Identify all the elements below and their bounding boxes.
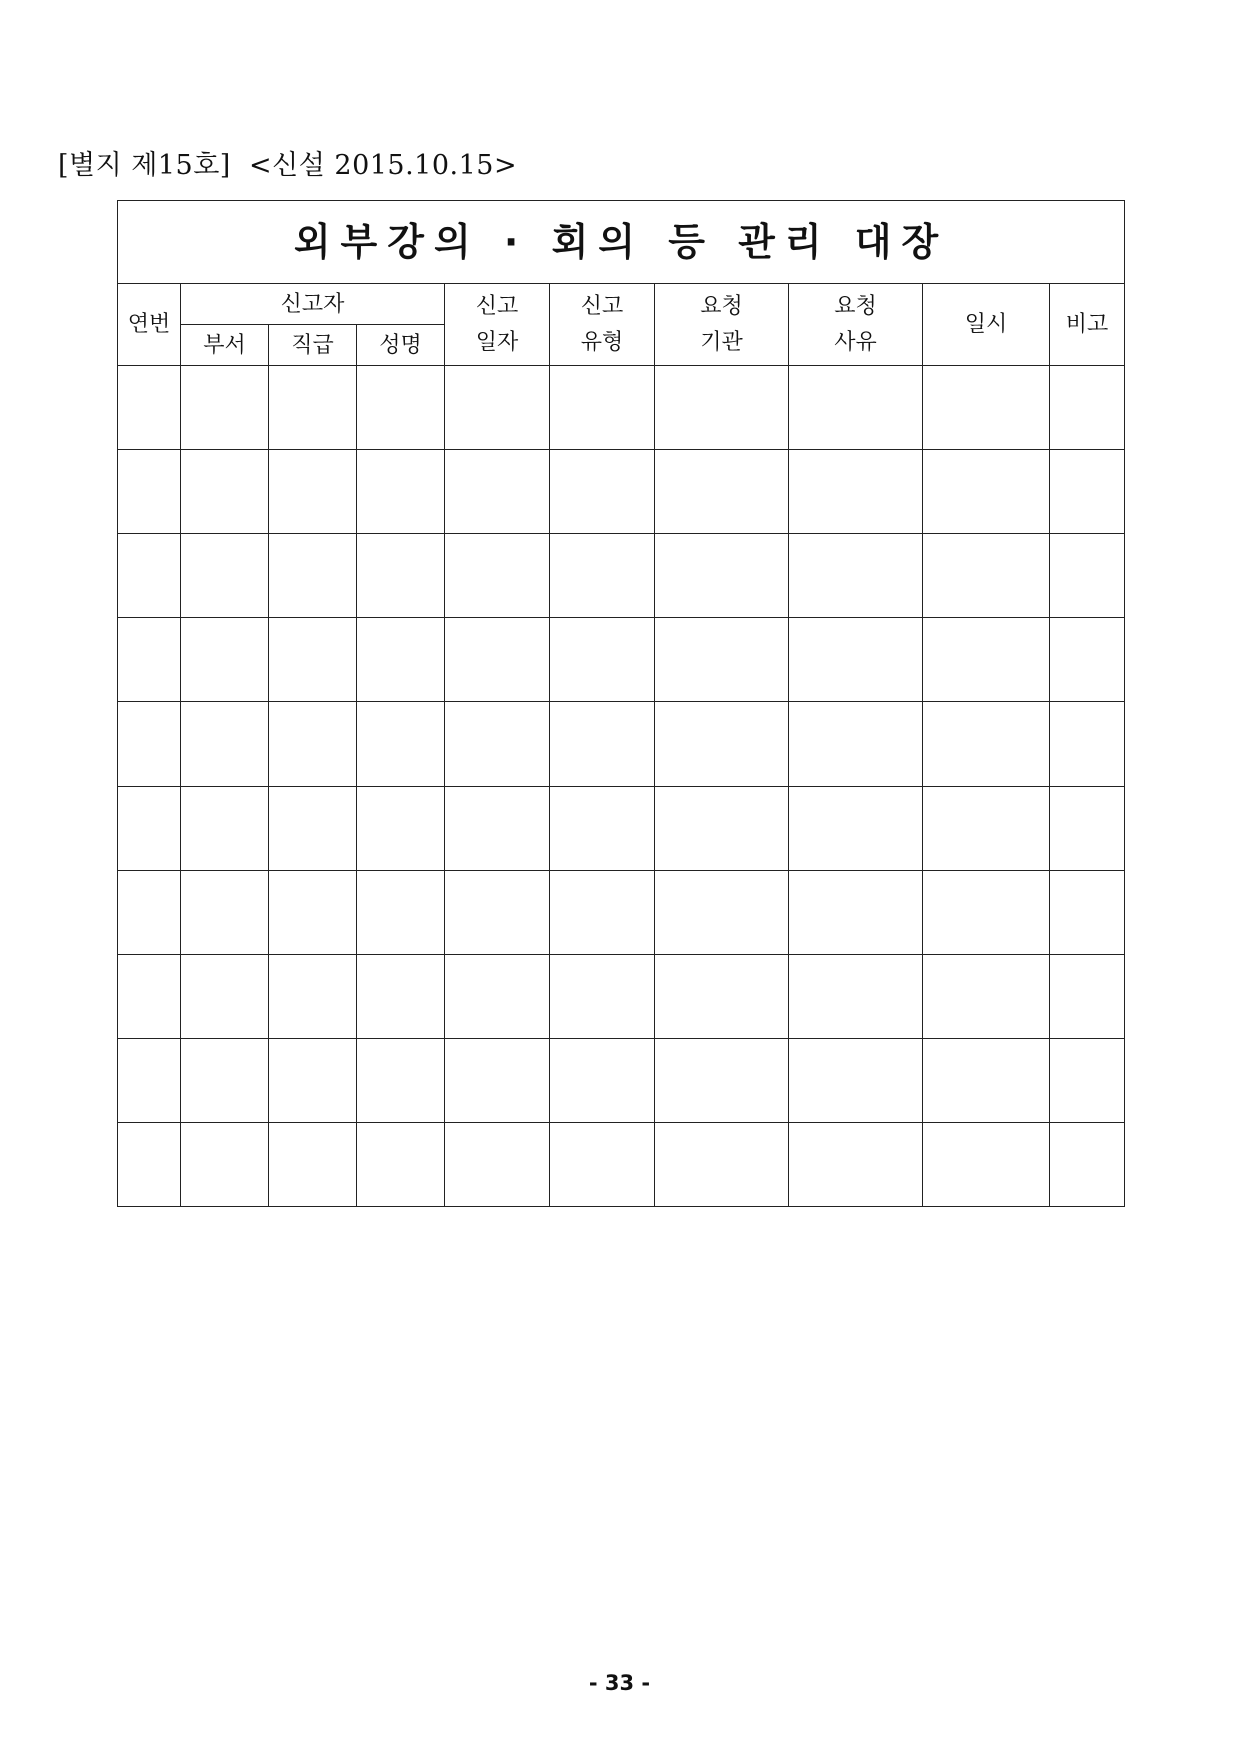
table-row (118, 954, 1125, 1038)
table-cell[interactable] (445, 954, 550, 1038)
table-cell[interactable] (789, 366, 923, 450)
table-cell[interactable] (445, 618, 550, 702)
table-cell[interactable] (789, 870, 923, 954)
table-cell[interactable] (445, 1038, 550, 1122)
table-cell[interactable] (269, 366, 357, 450)
table-cell[interactable] (1050, 954, 1125, 1038)
table-cell[interactable] (789, 954, 923, 1038)
col-report-type-line1: 신고 (580, 294, 624, 320)
table-cell[interactable] (181, 534, 269, 618)
table-cell[interactable] (789, 1122, 923, 1206)
table-cell[interactable] (655, 366, 789, 450)
table-cell[interactable] (118, 954, 181, 1038)
table-cell[interactable] (269, 450, 357, 534)
table-cell[interactable] (118, 618, 181, 702)
col-request-reason-line1: 요청 (834, 294, 877, 320)
table-cell[interactable] (118, 366, 181, 450)
table-cell[interactable] (445, 702, 550, 786)
table-cell[interactable] (655, 1038, 789, 1122)
table-cell[interactable] (1050, 618, 1125, 702)
table-cell[interactable] (550, 786, 655, 870)
table-cell[interactable] (550, 1122, 655, 1206)
table-cell[interactable] (550, 870, 655, 954)
table-cell[interactable] (1050, 1038, 1125, 1122)
table-row (118, 1038, 1125, 1122)
col-report-date-line1: 신고 (475, 294, 519, 320)
table-cell[interactable] (655, 450, 789, 534)
table-cell[interactable] (655, 870, 789, 954)
table-cell[interactable] (269, 702, 357, 786)
table-cell[interactable] (789, 786, 923, 870)
table-cell[interactable] (181, 1122, 269, 1206)
table-cell[interactable] (357, 1038, 445, 1122)
table-cell[interactable] (357, 786, 445, 870)
table-cell[interactable] (181, 702, 269, 786)
table-cell[interactable] (357, 366, 445, 450)
table-row (118, 618, 1125, 702)
table-row (118, 786, 1125, 870)
col-request-reason (789, 284, 923, 366)
register-title: 외부강의 · 회의 등 관리 대장 (118, 201, 1125, 284)
table-cell[interactable] (357, 450, 445, 534)
management-register-table (117, 200, 1125, 1207)
table-cell[interactable] (550, 366, 655, 450)
table-cell[interactable] (923, 1122, 1050, 1206)
table-cell[interactable] (269, 954, 357, 1038)
col-report-date-line2: 일자 (475, 329, 519, 355)
col-rank: 직급 (269, 325, 357, 366)
col-report-type-line2: 유형 (580, 329, 624, 355)
table-cell[interactable] (269, 870, 357, 954)
form-header (58, 143, 517, 182)
table-cell[interactable] (923, 954, 1050, 1038)
table-cell[interactable] (923, 618, 1050, 702)
table-row (118, 366, 1125, 450)
table-cell[interactable] (269, 1038, 357, 1122)
table-cell[interactable] (118, 702, 181, 786)
table-cell[interactable] (655, 534, 789, 618)
revision-note: <신설 2015.10.15> (249, 150, 518, 181)
table-cell[interactable] (923, 366, 1050, 450)
table-cell[interactable] (181, 366, 269, 450)
table-cell[interactable] (181, 954, 269, 1038)
table-cell[interactable] (118, 1038, 181, 1122)
table-cell[interactable] (923, 702, 1050, 786)
table-cell[interactable] (789, 534, 923, 618)
table-cell[interactable] (357, 1122, 445, 1206)
table-row (118, 534, 1125, 618)
table-row (118, 702, 1125, 786)
table-cell[interactable] (923, 786, 1050, 870)
table-cell[interactable] (118, 1122, 181, 1206)
table-cell[interactable] (445, 786, 550, 870)
table-cell[interactable] (445, 870, 550, 954)
col-reporter-group: 신고자 (181, 284, 445, 325)
table-cell[interactable] (923, 534, 1050, 618)
table-cell[interactable] (550, 450, 655, 534)
table-row (118, 1122, 1125, 1206)
table-cell[interactable] (445, 366, 550, 450)
table-cell[interactable] (550, 1038, 655, 1122)
page-number: - 33 - (588, 1671, 651, 1695)
table-cell[interactable] (923, 1038, 1050, 1122)
table-cell[interactable] (269, 534, 357, 618)
table-cell[interactable] (181, 870, 269, 954)
table-cell[interactable] (118, 450, 181, 534)
col-serial: 연번 (118, 284, 181, 366)
table-cell[interactable] (550, 954, 655, 1038)
col-department: 부서 (181, 325, 269, 366)
table-cell[interactable] (550, 618, 655, 702)
table-cell[interactable] (445, 534, 550, 618)
table-cell[interactable] (923, 870, 1050, 954)
register-body (118, 366, 1125, 1207)
table-cell[interactable] (118, 534, 181, 618)
table-cell[interactable] (655, 1122, 789, 1206)
table-cell[interactable] (789, 618, 923, 702)
table-cell[interactable] (118, 870, 181, 954)
table-cell[interactable] (181, 786, 269, 870)
table-cell[interactable] (1050, 366, 1125, 450)
table-cell[interactable] (181, 450, 269, 534)
table-cell[interactable] (789, 702, 923, 786)
form-number: [별지 제15호] (58, 150, 231, 181)
table-row (118, 450, 1125, 534)
table-cell[interactable] (269, 1122, 357, 1206)
table-cell[interactable] (445, 1122, 550, 1206)
table-cell[interactable] (1050, 534, 1125, 618)
table-cell[interactable] (1050, 870, 1125, 954)
table-cell[interactable] (357, 618, 445, 702)
col-requesting-org (655, 284, 789, 366)
table-cell[interactable] (655, 618, 789, 702)
col-requesting-org-line2: 기관 (700, 329, 743, 355)
col-datetime: 일시 (923, 284, 1050, 366)
table-cell[interactable] (181, 618, 269, 702)
table-cell[interactable] (269, 618, 357, 702)
table-cell[interactable] (923, 450, 1050, 534)
table-cell[interactable] (550, 702, 655, 786)
col-remarks: 비고 (1050, 284, 1125, 366)
table-cell[interactable] (789, 1038, 923, 1122)
table-cell[interactable] (357, 702, 445, 786)
table-row (118, 870, 1125, 954)
col-name: 성명 (357, 325, 445, 366)
table-cell[interactable] (1050, 786, 1125, 870)
col-requesting-org-line1: 요청 (700, 294, 743, 320)
col-report-date (445, 284, 550, 366)
table-cell[interactable] (1050, 1122, 1125, 1206)
col-report-type (550, 284, 655, 366)
table-cell[interactable] (445, 450, 550, 534)
table-cell[interactable] (269, 786, 357, 870)
table-cell[interactable] (357, 870, 445, 954)
table-cell[interactable] (655, 786, 789, 870)
table-cell[interactable] (357, 534, 445, 618)
table-cell[interactable] (550, 534, 655, 618)
table-cell[interactable] (655, 702, 789, 786)
table-cell[interactable] (118, 786, 181, 870)
table-cell[interactable] (1050, 450, 1125, 534)
table-cell[interactable] (1050, 702, 1125, 786)
table-cell[interactable] (181, 1038, 269, 1122)
table-cell[interactable] (789, 450, 923, 534)
table-cell[interactable] (655, 954, 789, 1038)
table-cell[interactable] (357, 954, 445, 1038)
col-request-reason-line2: 사유 (834, 329, 877, 355)
